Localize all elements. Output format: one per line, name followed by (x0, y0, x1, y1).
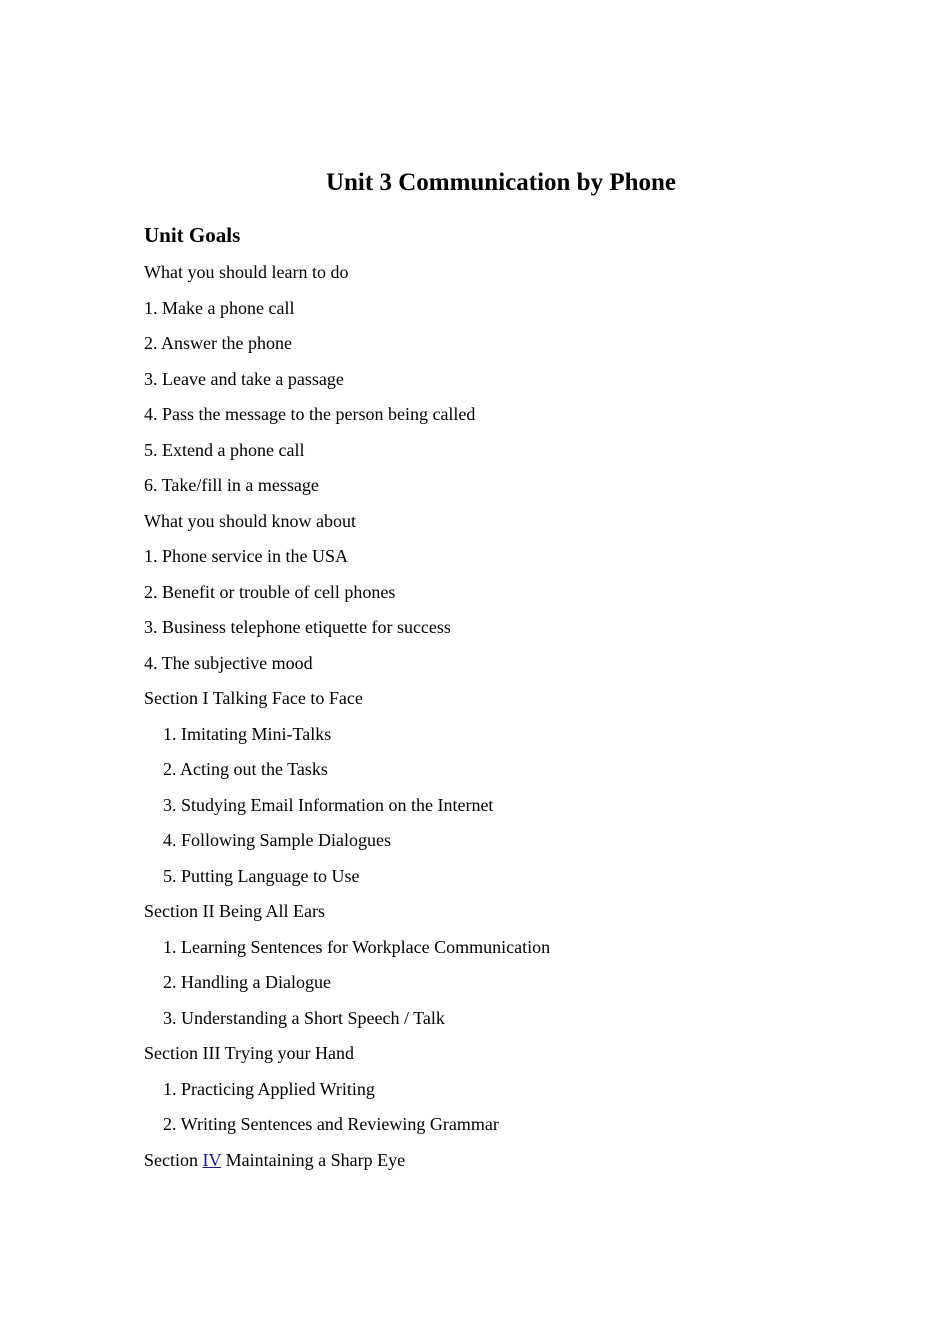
list-item: 2. Benefit or trouble of cell phones (144, 581, 396, 602)
list-item: 2. Writing Sentences and Reviewing Grammar (163, 1114, 499, 1134)
know-intro: What you should know about (144, 510, 356, 531)
section-2-title: Section II Being All Ears (144, 901, 325, 921)
section-3-title: Section III Trying your Hand (144, 1043, 354, 1063)
list-item: 1. Learning Sentences for Workplace Communication (163, 936, 551, 957)
list-item: 4. The subjective mood (144, 652, 313, 673)
page-title: Unit 3 Communication by Phone (325, 169, 677, 196)
list-item: 1. Phone service in the USA (144, 546, 348, 566)
list-item: 2. Acting out the Tasks (163, 759, 328, 779)
list-item: 6. Take/fill in a message (144, 475, 319, 495)
list-item: 4. Pass the message to the person being called (144, 404, 476, 424)
section-4-suffix: Maintaining a Sharp Eye (221, 1149, 406, 1170)
list-item: 4. Following Sample Dialogues (163, 830, 391, 850)
goals-list (144, 257, 904, 1180)
list-item: 3. Leave and take a passage (144, 368, 344, 389)
list-item: 3. Business telephone etiquette for success (144, 617, 451, 637)
list-item: 2. Handling a Dialogue (163, 972, 331, 992)
learn-intro: What you should learn to do (144, 262, 349, 282)
list-item: 1. Practicing Applied Writing (163, 1078, 375, 1099)
list-item: 5. Putting Language to Use (163, 865, 360, 886)
unit-goals-heading: Unit Goals (144, 223, 241, 247)
section-4-prefix: Section (144, 1149, 203, 1170)
list-item: 3. Studying Email Information on the Internet (163, 794, 494, 815)
list-item: 5. Extend a phone call (144, 439, 305, 460)
section-1-title: Section I Talking Face to Face (144, 688, 363, 708)
list-item: 1. Imitating Mini-Talks (163, 723, 332, 744)
list-item: 3. Understanding a Short Speech / Talk (163, 1007, 445, 1028)
list-item: 2. Answer the phone (144, 333, 292, 353)
list-item: 1. Make a phone call (144, 297, 295, 318)
section-4-link[interactable]: IV (202, 1149, 222, 1170)
section-4-title (144, 1145, 904, 1181)
